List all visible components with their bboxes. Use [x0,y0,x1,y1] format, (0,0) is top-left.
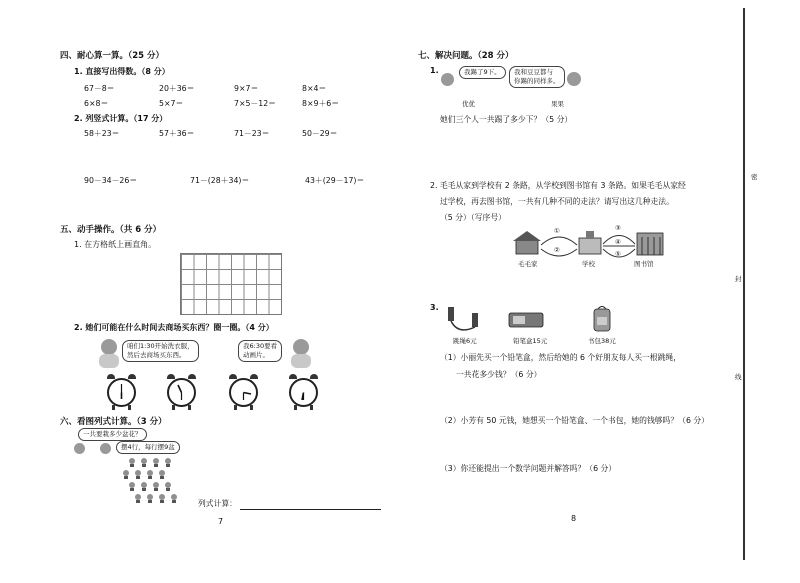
speech-bubble-kicked: 我踢了9下。 [459,66,506,79]
square-grid[interactable] [180,253,282,315]
name-youyou: 优优 [462,100,475,108]
speech-bubble-cartoon: 我6:30要看 动画片。 [238,340,282,362]
calc-item: 5×7＝ [159,99,184,108]
name-guoguo: 果果 [551,100,564,108]
section-7-title: 七、解决问题。（28 分） [418,51,514,61]
child-illustration [100,443,111,454]
answer-line[interactable] [240,509,381,510]
jump-rope-icon [444,305,486,333]
girl-body-illustration [99,354,119,368]
vertical-calc-item: 90－34－26＝ [84,176,138,185]
speech-bubble-laundry: 咱们1:30开始洗衣服， 然后去商场买东西。 [122,340,199,362]
route-label: ① [554,227,560,235]
q5-2-label: 2. 她们可能在什么时间去商场买东西？圈一圈。（4 分） [74,323,274,332]
q7-1-question: 她们三个人一共踢了多少下？（5 分） [440,115,573,124]
calc-item: 20＋36＝ [159,84,195,93]
q5-1-label: 1. 在方格纸上画直角。 [74,240,157,249]
section-5-title: 五、动手操作。（共 6 分） [60,225,162,235]
clock-option-4[interactable] [289,378,318,407]
margin-mark: 封 [735,272,742,285]
place-library: 图书馆 [634,260,654,268]
pencil-box-icon [507,309,545,331]
child-illustration [441,73,454,86]
calc-item: 9×7＝ [234,84,259,93]
q7-1-number: 1. [430,66,439,75]
route-label: ⑤ [615,250,621,258]
answer-label: 列式计算： [198,499,237,508]
vertical-calc-item: 71－23＝ [234,129,270,138]
speech-bubble-rows: 摆4行，每行摆9盆 [116,441,180,454]
q4-1-label: 1. 直接写出得数。（8 分） [74,67,170,76]
item-pencil-box-price: 铅笔盒15元 [513,337,548,345]
girl-illustration [293,339,309,355]
margin-mark: 线 [735,370,742,383]
route-label: ④ [615,238,621,246]
q7-2-line: （5 分）（写序号） [440,213,506,222]
q4-2-label: 2. 列竖式计算。（17 分） [74,114,168,123]
clock-option-1[interactable] [107,378,136,407]
speech-bubble-same: 我和豆豆都与 你踢的同样多。 [509,66,565,88]
place-school: 学校 [582,260,595,268]
q7-3-sub1-line: （1）小丽先买一个铅笔盒，然后给她的 6 个好朋友每人买一根跳绳， [440,353,681,362]
item-schoolbag-price: 书包38元 [588,337,616,345]
vertical-calc-item: 71－(28＋34)＝ [190,176,250,185]
binding-line [743,8,745,560]
calc-item: 8×4＝ [302,84,327,93]
girl-illustration [101,339,117,355]
route-label: ③ [615,224,621,232]
calc-item: 67－8＝ [84,84,115,93]
flower-pots-illustration [118,455,190,505]
section-6-title: 六、看图列式计算。（3 分） [60,417,167,427]
clock-option-2[interactable] [167,378,196,407]
vertical-calc-item: 43＋(29－17)＝ [305,176,365,185]
page-number-right: 8 [571,514,577,523]
schoolbag-icon [591,303,613,333]
clock-option-3[interactable] [229,378,258,407]
q7-3-sub1-line: 一共花多少钱？（6 分） [456,370,542,379]
margin-mark: 密 [751,173,758,181]
girl-body-illustration [291,354,311,368]
q7-2-line: 2. 毛毛从家到学校有 2 条路，从学校到图书馆有 3 条路。如果毛毛从家经 [430,181,686,190]
place-home: 毛毛家 [518,260,538,268]
page-number-left: 7 [218,517,224,526]
q7-3-sub3: （3）你还能提出一个数学问题并解答吗？（6 分） [440,464,617,473]
calc-item: 7×5－12＝ [234,99,276,108]
speech-bubble-total-flowers: 一共要栽多少盆花？ [78,428,147,441]
vertical-calc-item: 57＋36＝ [159,129,195,138]
item-jump-rope-price: 跳绳6元 [453,337,477,345]
calc-item: 8×9＋6＝ [302,99,340,108]
calc-item: 6×8＝ [84,99,109,108]
child-illustration [74,443,85,454]
section-4-title: 四、耐心算一算。（25 分） [60,51,165,61]
vertical-calc-item: 58＋23＝ [84,129,120,138]
q7-3-sub2: （2）小芳有 50 元钱，她想买一个铅笔盒、一个书包，她的钱够吗？（6 分） [440,416,709,425]
route-label: ② [554,246,560,254]
q7-2-line: 过学校，再去图书馆，一共有几种不同的走法？请写出这几种走法。 [440,197,674,206]
child-illustration [567,72,581,86]
q7-3-number: 3. [430,303,439,312]
vertical-calc-item: 50－29＝ [302,129,338,138]
